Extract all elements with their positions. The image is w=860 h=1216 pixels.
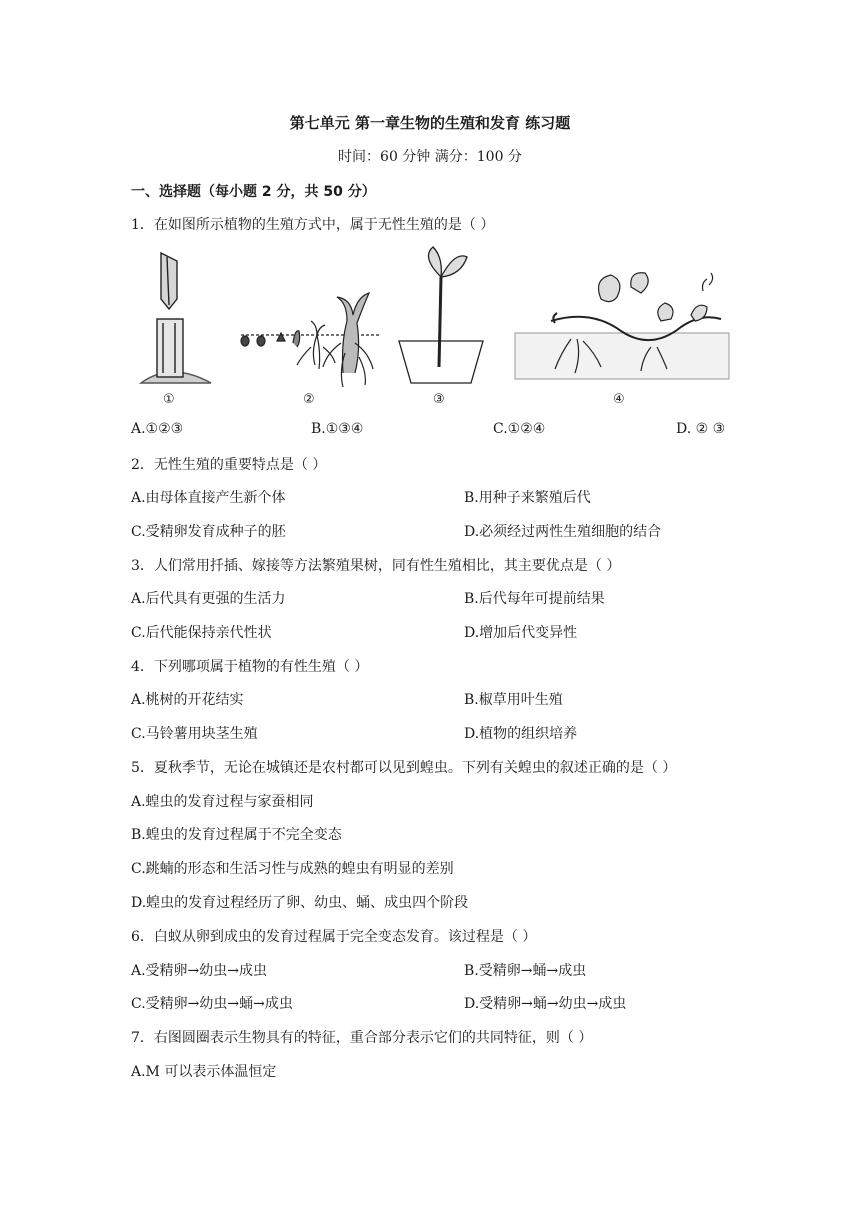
figure-label-2: ② [303, 392, 315, 407]
grafting-illustration [141, 253, 211, 383]
q4-option-a: A.桃树的开花结实 [131, 692, 244, 708]
q2-option-a: A.由母体直接产生新个体 [131, 490, 286, 506]
cutting-in-pot-illustration [399, 247, 483, 383]
q5-option-b: B.蝗虫的发育过程属于不完全变态 [131, 827, 342, 843]
q6-option-d: D.受精卵→蛹→幼虫→成虫 [464, 996, 627, 1012]
section-heading: 一、选择题（每小题 2 分，共 50 分） [131, 184, 376, 200]
figure-label-3: ③ [433, 392, 445, 407]
q1-option-b: B.①③④ [311, 421, 364, 437]
q2-option-b: B.用种子来繁殖后代 [464, 490, 591, 506]
q1-option-a: A.①②③ [131, 421, 184, 437]
q5-option-d: D.蝗虫的发育过程经历了卵、幼虫、蛹、成虫四个阶段 [131, 895, 469, 911]
q7-option-a: A.M 可以表示体温恒定 [131, 1064, 277, 1080]
q3-option-a: A.后代具有更强的生活力 [131, 591, 286, 607]
q5-option-a: A.蝗虫的发育过程与家蚕相同 [131, 794, 314, 810]
q4-option-b: B.椒草用叶生殖 [464, 692, 563, 708]
page-title: 第七单元 第一章生物的生殖和发育 练习题 [289, 114, 571, 132]
plant-reproduction-figure [131, 243, 731, 411]
q6-option-a: A.受精卵→幼虫→成虫 [131, 963, 268, 979]
question-2-stem: 2．无性生殖的重要特点是（ ） [131, 457, 327, 473]
q6-option-c: C.受精卵→幼虫→蛹→成虫 [131, 996, 293, 1012]
exam-info: 时间：60 分钟 满分：100 分 [338, 149, 522, 165]
q3-option-c: C.后代能保持亲代性状 [131, 625, 272, 641]
q2-option-d: D.必须经过两性生殖细胞的结合 [464, 524, 662, 540]
layering-vine-illustration [515, 273, 729, 379]
q1-option-c: C.①②④ [493, 421, 546, 437]
question-7-stem: 7．右图圆圈表示生物具有的特征，重合部分表示它们的共同特征，则（ ） [131, 1030, 593, 1046]
question-3-stem: 3．人们常用扦插、嫁接等方法繁殖果树，同有性生殖相比，其主要优点是（ ） [131, 558, 621, 574]
q5-option-c: C.跳蝻的形态和生活习性与成熟的蝗虫有明显的差别 [131, 861, 454, 877]
figure-label-4: ④ [613, 392, 625, 407]
q4-option-d: D.植物的组织培养 [464, 726, 578, 742]
q1-option-d: D. ② ③ [676, 421, 726, 437]
figure-label-1: ① [163, 392, 175, 407]
question-5-stem: 5．夏秋季节，无论在城镇还是农村都可以见到蝗虫。下列有关蝗虫的叙述正确的是（ ） [131, 760, 677, 776]
question-1-stem: 1．在如图所示植物的生殖方式中，属于无性生殖的是（ ） [131, 217, 495, 233]
tuber-sprouting-illustration [241, 293, 379, 387]
q4-option-c: C.马铃薯用块茎生殖 [131, 726, 258, 742]
question-6-stem: 6．白蚁从卵到成虫的发育过程属于完全变态发育。该过程是（ ） [131, 929, 537, 945]
q6-option-b: B.受精卵→蛹→成虫 [464, 963, 587, 979]
q3-option-d: D.增加后代变异性 [464, 625, 578, 641]
q3-option-b: B.后代每年可提前结果 [464, 591, 605, 607]
question-4-stem: 4．下列哪项属于植物的有性生殖（ ） [131, 659, 369, 675]
q2-option-c: C.受精卵发育成种子的胚 [131, 524, 286, 540]
